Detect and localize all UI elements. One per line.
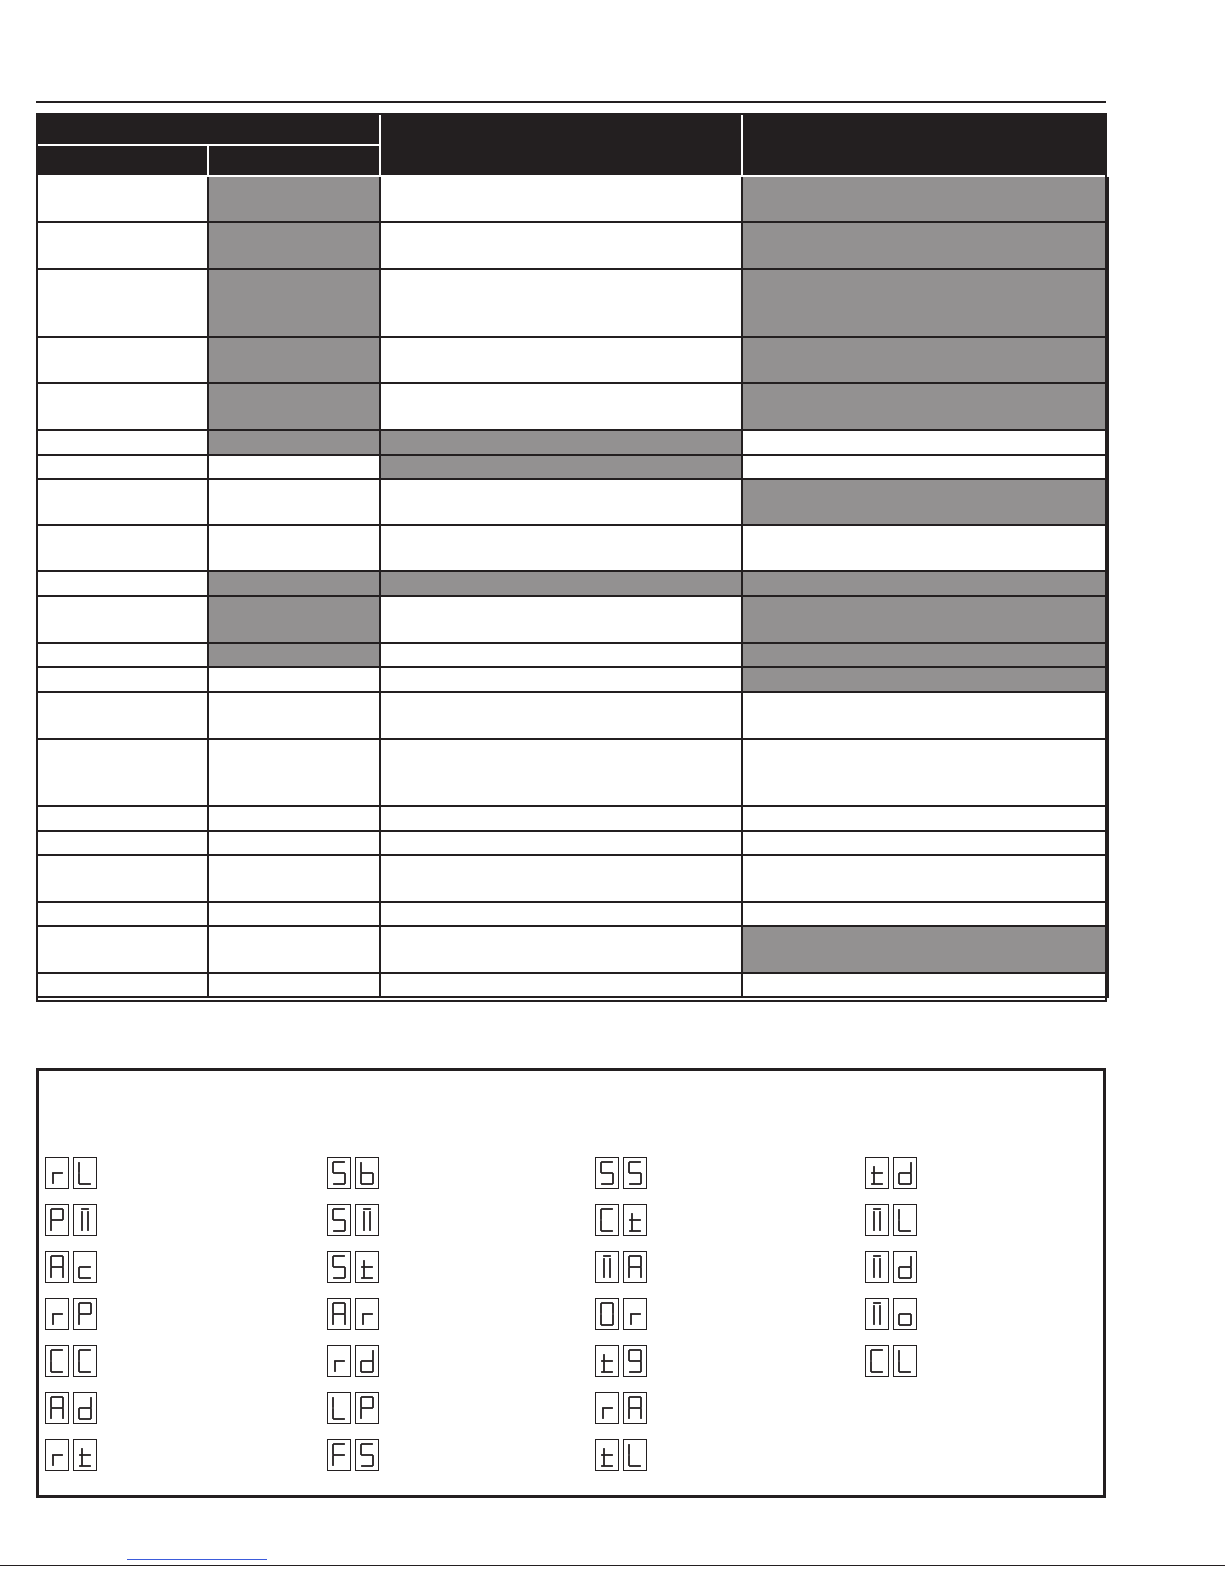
top-rule [36, 101, 1106, 103]
table-cell [208, 831, 380, 855]
table-cell [208, 269, 380, 337]
seven-segment-digit [355, 1298, 379, 1330]
seven-segment-digit [865, 1298, 889, 1330]
seven-segment-digit [73, 1345, 97, 1377]
display-code-fs [327, 1439, 379, 1471]
table-cell [37, 902, 208, 926]
table-cell [380, 383, 742, 430]
seven-segment-digit [893, 1345, 917, 1377]
table-cell [37, 479, 208, 525]
table-cell [742, 479, 1108, 525]
table-cell [742, 902, 1108, 926]
table-cell [380, 831, 742, 855]
table-cell [380, 739, 742, 806]
table-row [37, 383, 1108, 430]
table-cell [380, 571, 742, 596]
table-subheader-cell-1 [37, 145, 208, 176]
table-cell [208, 926, 380, 973]
seven-segment-digit [45, 1251, 69, 1283]
table-cell [37, 222, 208, 269]
table-cell [37, 831, 208, 855]
table-cell [37, 596, 208, 643]
display-code-mo [865, 1298, 917, 1330]
display-code-rl [45, 1157, 97, 1189]
table-cell [380, 525, 742, 571]
table-row [37, 596, 1108, 643]
seven-segment-digit [327, 1439, 351, 1471]
seven-segment-digit [595, 1251, 619, 1283]
display-code-md [865, 1251, 917, 1283]
table-cell [380, 902, 742, 926]
seven-segment-digit [623, 1345, 647, 1377]
table-cell [37, 525, 208, 571]
display-code-cl [865, 1345, 917, 1377]
seven-segment-digit [355, 1204, 379, 1236]
table-cell [37, 455, 208, 479]
table-header-cell-4 [742, 114, 1108, 176]
seven-segment-digit [73, 1298, 97, 1330]
table-cell [37, 643, 208, 667]
seven-segment-digit [73, 1204, 97, 1236]
table-cell [208, 667, 380, 692]
seven-segment-digit [355, 1251, 379, 1283]
display-code-ra [595, 1392, 647, 1424]
display-code-st [327, 1251, 379, 1283]
seven-segment-digit [73, 1439, 97, 1471]
seven-segment-digit [623, 1392, 647, 1424]
seven-segment-digit [623, 1251, 647, 1283]
table-cell [37, 383, 208, 430]
seven-segment-digit [355, 1392, 379, 1424]
table-cell [742, 430, 1108, 455]
table-cell [380, 269, 742, 337]
table-cell [208, 525, 380, 571]
table-cell [208, 692, 380, 739]
table-cell [742, 739, 1108, 806]
table-cell [380, 855, 742, 902]
table-cell [380, 692, 742, 739]
table-cell [208, 855, 380, 902]
table-row [37, 337, 1108, 383]
table-cell [37, 973, 208, 997]
table-cell [380, 643, 742, 667]
table-cell [742, 571, 1108, 596]
table-cell [380, 667, 742, 692]
display-code-lp [327, 1392, 379, 1424]
display-code-rp [45, 1298, 97, 1330]
table-row [37, 269, 1108, 337]
seven-segment-digit [623, 1157, 647, 1189]
table-row [37, 739, 1108, 806]
table-cell [37, 337, 208, 383]
table-cell [208, 902, 380, 926]
table-cell [208, 337, 380, 383]
table-header-cell-group [37, 114, 380, 145]
seven-segment-digit [893, 1157, 917, 1189]
display-code-ac [45, 1251, 97, 1283]
table-row [37, 479, 1108, 525]
table-cell [742, 973, 1108, 997]
bottom-rule [0, 1565, 1225, 1566]
seven-segment-digit [865, 1157, 889, 1189]
table-row [37, 430, 1108, 455]
table-cell [380, 926, 742, 973]
seven-segment-digit [327, 1345, 351, 1377]
table-row [37, 831, 1108, 855]
display-code-tl [595, 1439, 647, 1471]
display-code-ct [595, 1204, 647, 1236]
display-code-ml [865, 1204, 917, 1236]
seven-segment-digit [327, 1392, 351, 1424]
display-code-sm [327, 1204, 379, 1236]
display-code-pm [45, 1204, 97, 1236]
display-code-sb [327, 1157, 379, 1189]
seven-segment-digit [355, 1157, 379, 1189]
seven-segment-digit [893, 1251, 917, 1283]
table-row [37, 692, 1108, 739]
table-cell [380, 222, 742, 269]
table-cell [742, 383, 1108, 430]
display-code-ad [45, 1392, 97, 1424]
table-cell [208, 222, 380, 269]
table-cell [37, 806, 208, 831]
seven-segment-digit [45, 1157, 69, 1189]
table-cell [380, 596, 742, 643]
seven-segment-digit [893, 1204, 917, 1236]
table-cell [37, 926, 208, 973]
table-cell [380, 455, 742, 479]
table-cell [742, 855, 1108, 902]
table-cell [742, 831, 1108, 855]
seven-segment-digit [355, 1345, 379, 1377]
table-cell [742, 667, 1108, 692]
table-row [37, 806, 1108, 831]
specification-table [36, 113, 1109, 998]
table-cell [208, 973, 380, 997]
table-body [37, 176, 1108, 997]
seven-segment-digit [327, 1157, 351, 1189]
table-cell [380, 337, 742, 383]
seven-segment-digit [45, 1439, 69, 1471]
seven-segment-digit [865, 1251, 889, 1283]
seven-segment-digit [595, 1345, 619, 1377]
seven-segment-digit [595, 1204, 619, 1236]
seven-segment-digit [865, 1345, 889, 1377]
table-cell [742, 692, 1108, 739]
footer-link-underline [127, 1559, 267, 1560]
table-cell [742, 455, 1108, 479]
seven-segment-digit [45, 1204, 69, 1236]
table-cell [208, 176, 380, 222]
seven-segment-digit [623, 1439, 647, 1471]
display-codes-panel [36, 1068, 1106, 1498]
display-code-td [865, 1157, 917, 1189]
table-header-cell-3 [380, 114, 742, 176]
table-row [37, 973, 1108, 997]
display-code-cc [45, 1345, 97, 1377]
seven-segment-digit [355, 1439, 379, 1471]
table-cell [37, 571, 208, 596]
table-cell [742, 176, 1108, 222]
table-cell [380, 176, 742, 222]
table-cell [208, 430, 380, 455]
display-code-ma [595, 1251, 647, 1283]
seven-segment-digit [327, 1251, 351, 1283]
table-subheader-cell-2 [208, 145, 380, 176]
table-row [37, 222, 1108, 269]
display-code-or [595, 1298, 647, 1330]
table-header-row [37, 114, 1108, 145]
seven-segment-digit [595, 1157, 619, 1189]
seven-segment-digit [45, 1392, 69, 1424]
display-code-ss [595, 1157, 647, 1189]
table-cell [742, 337, 1108, 383]
table-cell [208, 739, 380, 806]
table-row [37, 455, 1108, 479]
table-cell [37, 855, 208, 902]
display-code-rd [327, 1345, 379, 1377]
table-cell [208, 571, 380, 596]
table-row [37, 176, 1108, 222]
table-cell [742, 643, 1108, 667]
table-cell [208, 806, 380, 831]
table-cell [742, 926, 1108, 973]
seven-segment-digit [45, 1298, 69, 1330]
seven-segment-digit [73, 1251, 97, 1283]
seven-segment-digit [73, 1157, 97, 1189]
table-cell [37, 667, 208, 692]
seven-segment-digit [327, 1298, 351, 1330]
seven-segment-digit [893, 1298, 917, 1330]
seven-segment-digit [865, 1204, 889, 1236]
seven-segment-digit [595, 1392, 619, 1424]
table-cell [742, 806, 1108, 831]
table-cell [208, 596, 380, 643]
display-code-ar [327, 1298, 379, 1330]
seven-segment-digit [327, 1204, 351, 1236]
table-cell [37, 430, 208, 455]
table-cell [37, 739, 208, 806]
table-row [37, 855, 1108, 902]
display-code-tg [595, 1345, 647, 1377]
table-cell [37, 176, 208, 222]
seven-segment-digit [595, 1298, 619, 1330]
table-row [37, 902, 1108, 926]
display-code-rt [45, 1439, 97, 1471]
table-cell [208, 643, 380, 667]
table-cell [742, 269, 1108, 337]
table-cell [380, 806, 742, 831]
table-cell [742, 222, 1108, 269]
table-row [37, 667, 1108, 692]
table-cell [37, 692, 208, 739]
table-row [37, 643, 1108, 667]
seven-segment-digit [45, 1345, 69, 1377]
table-cell [208, 479, 380, 525]
table-row [37, 926, 1108, 973]
seven-segment-digit [595, 1439, 619, 1471]
seven-segment-digit [623, 1204, 647, 1236]
table-cell [742, 525, 1108, 571]
table-cell [380, 973, 742, 997]
table-row [37, 571, 1108, 596]
table-cell [742, 596, 1108, 643]
table-cell [208, 455, 380, 479]
seven-segment-digit [73, 1392, 97, 1424]
seven-segment-digit [623, 1298, 647, 1330]
table-cell [380, 479, 742, 525]
table-row [37, 525, 1108, 571]
table-cell [37, 269, 208, 337]
table-cell [208, 383, 380, 430]
table-cell [380, 430, 742, 455]
